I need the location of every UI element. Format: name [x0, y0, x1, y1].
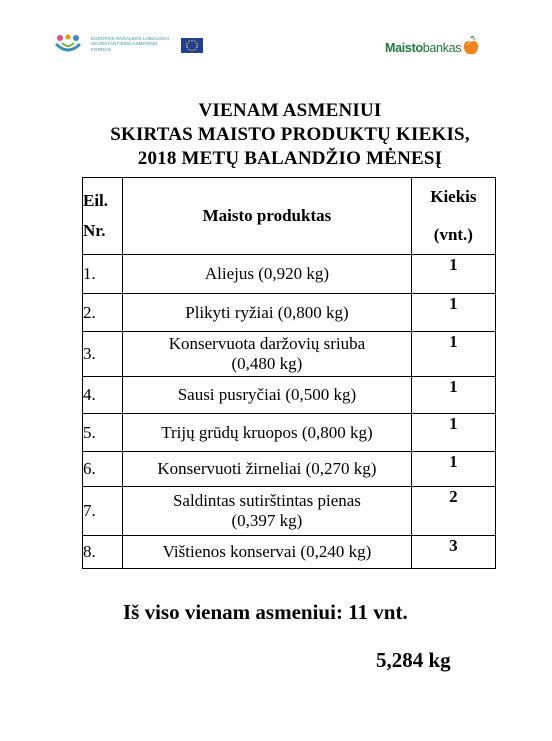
- row-product-line1: Konservuota daržovių sriuba: [168, 334, 366, 353]
- table-header-row: [83, 178, 496, 255]
- row-quantity: 3: [411, 536, 495, 569]
- table-row: [83, 332, 496, 377]
- apple-icon: [463, 36, 479, 56]
- row-quantity: 2: [411, 487, 495, 536]
- row-number: 4.: [83, 377, 123, 414]
- row-quantity: 1: [411, 377, 495, 414]
- header-nr-line2: Nr.: [83, 221, 106, 240]
- total-weight: 5,284 kg: [376, 648, 451, 672]
- table-row: [83, 536, 496, 569]
- row-product-line1: Saldintas sutirštintas pienas: [172, 491, 361, 510]
- row-quantity: 1: [411, 414, 495, 452]
- fund-people-icon: [54, 34, 88, 54]
- row-number: 3.: [83, 332, 123, 377]
- row-product: Aliejus (0,920 kg): [123, 255, 412, 294]
- row-number: 7.: [83, 487, 123, 536]
- title-line1: VIENAM ASMENIUI: [198, 100, 382, 121]
- row-product: Sausi pusryčiai (0,500 kg): [123, 377, 412, 414]
- row-quantity: 1: [411, 452, 495, 487]
- fund-name-line1: EUROPOS PAGALBOS LABIAUSIAI: [91, 36, 169, 42]
- header-quantity: [411, 178, 495, 255]
- fund-name-line2: SKURSTANTIEMS ASMENIMS: [91, 41, 158, 47]
- row-number: 8.: [83, 536, 123, 569]
- row-number: 5.: [83, 414, 123, 452]
- header-logos: [0, 0, 552, 80]
- row-number: 1.: [83, 255, 123, 294]
- maistobankas-bold: Maisto: [385, 41, 423, 55]
- document-title: [0, 99, 552, 171]
- header-nr: [83, 178, 123, 255]
- row-product-line2: (0,480 kg): [231, 354, 303, 373]
- row-product: [123, 332, 412, 377]
- header-qty-line2: (vnt.): [433, 225, 473, 244]
- row-product: Plikyti ryžiai (0,800 kg): [123, 294, 412, 332]
- table-row: [83, 452, 496, 487]
- maistobankas-logo: [385, 40, 479, 56]
- table-row: [83, 487, 496, 536]
- fund-logo: [54, 34, 169, 54]
- fund-name-line3: FONDAS: [91, 46, 111, 52]
- table-row: [83, 255, 496, 294]
- row-product: Vištienos konservai (0,240 kg): [123, 536, 412, 569]
- row-quantity: 1: [411, 294, 495, 332]
- header-product: Maisto produktas: [123, 178, 412, 255]
- maistobankas-wordmark: [385, 41, 461, 55]
- fund-name: [91, 36, 169, 52]
- row-number: 6.: [83, 452, 123, 487]
- row-product-line2: (0,397 kg): [231, 511, 303, 530]
- products-table: [82, 177, 496, 569]
- total-per-person: Iš viso vienam asmeniui: 11 vnt.: [123, 600, 408, 624]
- table-row: [83, 414, 496, 452]
- row-quantity: 1: [411, 255, 495, 294]
- eu-flag-icon: [181, 38, 203, 53]
- title-line3: 2018 METŲ BALANDŽIO MĖNESĮ: [137, 148, 443, 169]
- header-nr-line1: Eil.: [83, 191, 109, 210]
- row-product: [123, 487, 412, 536]
- table-row: [83, 294, 496, 332]
- maistobankas-regular: bankas: [422, 41, 462, 55]
- row-number: 2.: [83, 294, 123, 332]
- row-quantity: 1: [411, 332, 495, 377]
- header-qty-line1: Kiekis: [430, 187, 477, 206]
- row-product: Konservuoti žirneliai (0,270 kg): [123, 452, 412, 487]
- row-product: Trijų grūdų kruopos (0,800 kg): [123, 414, 412, 452]
- table-row: [83, 377, 496, 414]
- title-line2: SKIRTAS MAISTO PRODUKTŲ KIEKIS,: [110, 124, 470, 145]
